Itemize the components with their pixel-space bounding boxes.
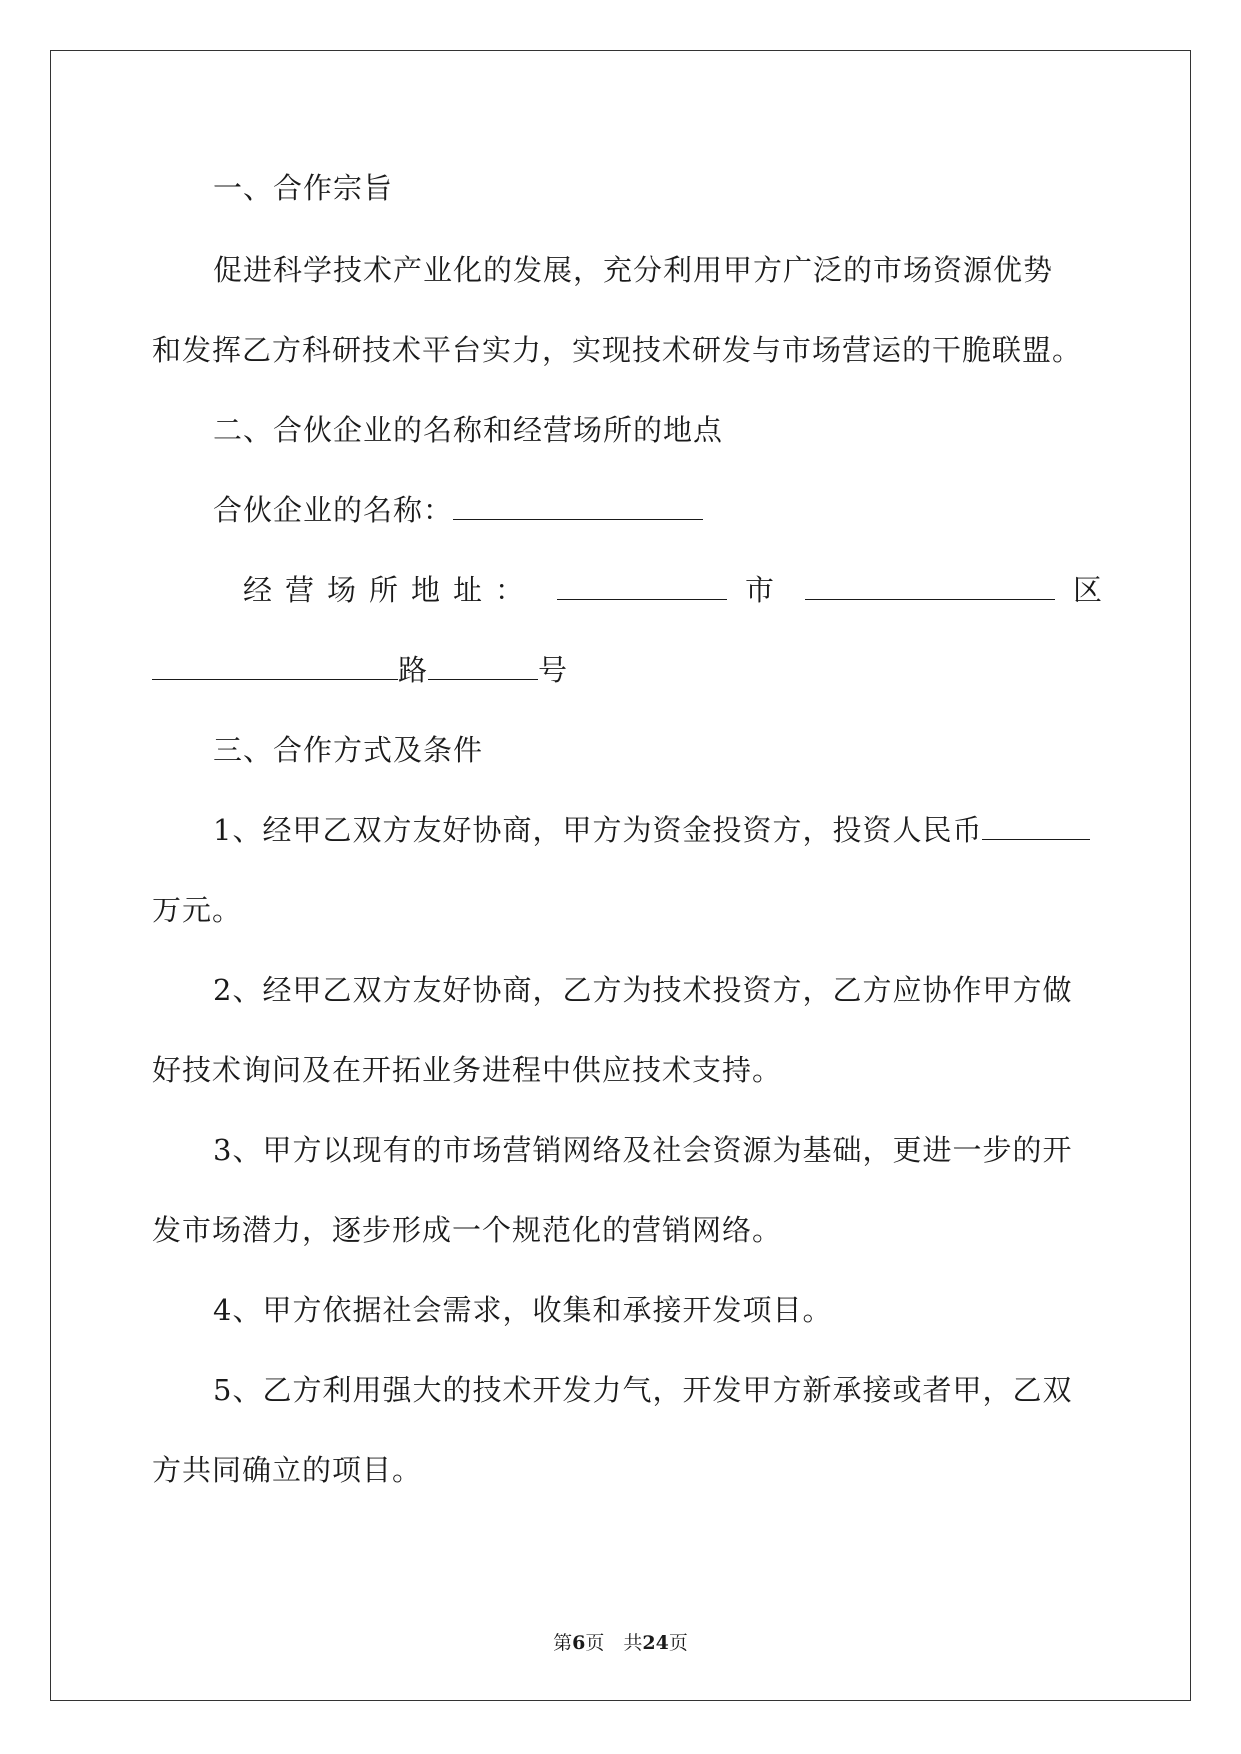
- partnership-name-line: [213, 490, 703, 530]
- item-3-line-2: 发市场潜力，逐步形成一个规范化的营销网络。: [152, 1213, 783, 1247]
- business-address-label: 经营场所地址：: [243, 573, 538, 607]
- page-number-footer: [0, 1631, 1241, 1655]
- current-page-number: 6: [572, 1632, 586, 1654]
- section-heading-3: 三、合作方式及条件: [213, 733, 484, 767]
- partnership-name-label: 合伙企业的名称：: [213, 493, 454, 527]
- item-5-line-1: 5、乙方利用强大的技术开发力气，开发甲方新承接或者甲，乙双: [213, 1373, 1073, 1407]
- paragraph-1-line-1: 促进科学技术产业化的发展，充分利用甲方广泛的市场资源优势: [213, 253, 1054, 287]
- partnership-name-blank: [453, 491, 703, 520]
- page-prefix: 第: [553, 1632, 573, 1654]
- district-label: 区: [1073, 573, 1116, 607]
- paragraph-1-line-2: 和发挥乙方科研技术平台实力，实现技术研发与市场营运的干脆联盟。: [152, 333, 1083, 367]
- business-address-line-2: [152, 650, 568, 690]
- city-blank: [557, 571, 727, 600]
- item-3-line-1: 3、甲方以现有的市场营销网络及社会资源为基础，更进一步的开: [213, 1133, 1073, 1167]
- section-heading-1: 一、合作宗旨: [213, 171, 394, 205]
- section-heading-2: 二、合伙企业的名称和经营场所的地点: [213, 413, 724, 447]
- item-1-line-2: 万元。: [152, 893, 243, 927]
- number-label: 号: [538, 653, 569, 687]
- item-5-line-2: 方共同确立的项目。: [152, 1453, 423, 1487]
- total-page-number: 24: [642, 1632, 669, 1654]
- item-4-line: 4、甲方依据社会需求，收集和承接开发项目。: [213, 1293, 833, 1327]
- item-1-line-1: [213, 810, 1090, 850]
- road-blank: [152, 651, 398, 680]
- investment-amount-blank: [982, 811, 1090, 840]
- district-blank: [805, 571, 1055, 600]
- page-suffix: 页: [668, 1632, 688, 1654]
- page-mid: 页 共: [585, 1632, 643, 1654]
- number-blank: [428, 651, 538, 680]
- item-2-line-2: 好技术询问及在开拓业务进程中供应技术支持。: [152, 1053, 783, 1087]
- road-label: 路: [398, 653, 429, 687]
- city-label: 市: [745, 573, 788, 607]
- item-1-text: 1、经甲乙双方友好协商，甲方为资金投资方，投资人民币: [213, 813, 983, 847]
- item-2-line-1: 2、经甲乙双方友好协商，乙方为技术投资方，乙方应协作甲方做: [213, 973, 1073, 1007]
- business-address-line: [243, 570, 1115, 610]
